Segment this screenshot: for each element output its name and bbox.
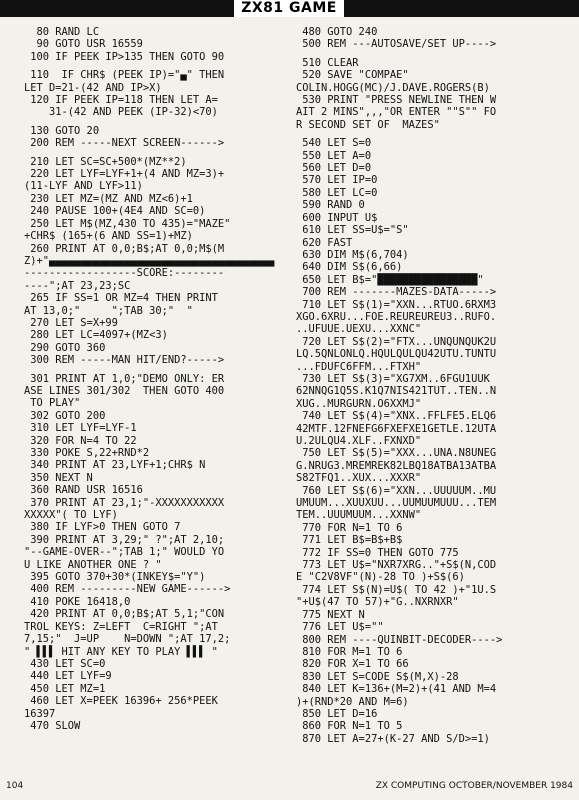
listing-line: 860 FOR N=1 TO 5 [296, 720, 403, 733]
listing-line: 870 LET A=27+(K-27 AND S/D>=1) [296, 732, 490, 745]
listing-line: " ▌▌▌ HIT ANY KEY TO PLAY ▌▌▌ " [24, 645, 218, 658]
listing-line: 775 NEXT N [296, 608, 365, 621]
listing-line: 771 LET B$=B$+B$ [296, 534, 403, 547]
listing-line: 840 LET K=136+(M=2)+(41 AND M=4 [296, 683, 497, 696]
listing-line: 776 LET U$="" [296, 621, 384, 634]
listing-line: 650 LET B$="████████████████" [296, 273, 484, 286]
listing-line: 730 LET S$(3)="XG7XM..6FGU1UUK [296, 372, 490, 385]
listing-line: 480 GOTO 240 [296, 26, 378, 38]
listing-line: TROL KEYS: Z=LEFT C=RIGHT ";AT [24, 620, 218, 633]
listing-line: 400 REM ---------NEW GAME------> [24, 583, 231, 596]
listing-line: UMUUM...XUUXUU...UUMUUMUUU...TEM [296, 497, 497, 510]
listing-line: 540 LET S=0 [296, 137, 372, 150]
listing-line: 610 LET SS=U$="S" [296, 224, 409, 237]
listing-line: 810 FOR M=1 TO 6 [296, 645, 403, 658]
listing-line: 350 NEXT N [24, 471, 93, 484]
listing-line: Z)+"▄▄▄▄▄▄▄▄▄▄▄▄▄▄▄▄▄▄▄▄▄▄▄▄▄▄▄▄▄▄▄▄▄▄▄▄ [24, 254, 275, 267]
listing-line: U LIKE ANOTHER ONE ? " [24, 558, 162, 571]
page-footer [0, 775, 579, 795]
listing-column-right [296, 26, 579, 745]
listing-line: 470 SLOW [24, 719, 81, 732]
listing-line: 800 REM ----QUINBIT-DECODER----> [296, 633, 503, 646]
listing-line: TO PLAY" [24, 397, 81, 410]
listing-line: 250 LET M$(MZ,430 TO 435)="MAZE" [24, 217, 231, 230]
listing-line: 710 LET S$(1)="XXN...RTUO.6RXM3 [296, 298, 497, 311]
listing-line: 280 LET LC=4097+(MZ<3) [24, 329, 168, 342]
listing-line: 230 LET MZ=(MZ AND MZ<6)+1 [24, 192, 193, 205]
listing-line: 700 REM -------MAZES-DATA-----> [296, 286, 497, 299]
listing-line: 430 LET SC=0 [24, 657, 106, 670]
listing-line: 440 LET LYF=9 [24, 670, 112, 683]
page-title: ZX81 GAME [234, 0, 344, 17]
listing-line: 290 GOTO 360 [24, 341, 106, 354]
listing-line: 31-(42 AND PEEK (IP-32)<70) [24, 106, 218, 119]
listing-line: LET D=21-(42 AND IP>X) [24, 81, 162, 94]
listing-line: AIT 2 MINS",,,"OR ENTER ""S"" FO [296, 106, 497, 119]
listing-line: TEM..UUUMUUM...XXNW" [296, 509, 422, 522]
listing-line: 450 LET MZ=1 [24, 682, 106, 695]
listing-line: 760 LET S$(6)="XXN...UUUUUM..MU [296, 484, 497, 497]
listing-line: )+(RND*20 AND M=6) [296, 695, 409, 708]
listing-line: 550 LET A=0 [296, 149, 372, 162]
listing-line: 390 PRINT AT 3,29;" ?";AT 2,10; [24, 533, 225, 546]
listing-line: 770 FOR N=1 TO 6 [296, 521, 403, 534]
listing-line: AT 13,0;" ";TAB 30;" " [24, 304, 193, 317]
listing-line: ----";AT 23,23;SC [24, 279, 131, 292]
listing-line: 395 GOTO 370+30*(INKEY$="Y") [24, 571, 206, 584]
listing-line: 302 GOTO 200 [24, 409, 106, 422]
listing-line: 42MTF.12FNEFG6FXEFXE1GETLE.12UTA [296, 422, 497, 435]
listing-line: 750 LET S$(5)="XXX...UNA.N8UNEG [296, 447, 497, 460]
listing-line: 630 DIM M$(6,704) [296, 248, 409, 261]
listing-line: 16397 [24, 707, 56, 720]
listing-line: 200 REM -----NEXT SCREEN------> [24, 137, 225, 150]
listing-line: (11-LYF AND LYF>11) [24, 180, 143, 193]
listing-line: 620 FAST [296, 236, 353, 249]
listing-line: 340 PRINT AT 23,LYF+1;CHR$ N [24, 459, 206, 472]
listing-line: ------------------SCORE:-------- [24, 267, 225, 280]
listing-line: 520 SAVE "COMPAE" [296, 69, 409, 82]
listing-line: 570 LET IP=0 [296, 174, 378, 187]
listing-line: 130 GOTO 20 [24, 124, 100, 137]
listing-line: ASE LINES 301/302 THEN GOTO 400 [24, 384, 225, 397]
listing-line: 370 PRINT AT 23,1;"-XXXXXXXXXXX [24, 496, 225, 509]
listing-line: E "C2V8VF"(N)-28 TO )+S$(6) [296, 571, 465, 584]
listing-line: XUG..MURGURN.O6XXMJ" [296, 397, 422, 410]
listing-line: 720 LET S$(2)="FTX...UNQUNQUK2U [296, 335, 497, 348]
listing-line: XGO.6XRU...FOE.REUREUREU3..RUFO. [296, 310, 497, 323]
listing-line: 640 DIM S$(6,66) [296, 261, 403, 274]
listing-line: 460 LET X=PEEK 16396+ 256*PEEK [24, 695, 218, 708]
listing-line: 560 LET D=0 [296, 162, 372, 175]
listing-line: 320 FOR N=4 TO 22 [24, 434, 137, 447]
listing-line: 820 FOR X=1 TO 66 [296, 658, 409, 671]
listing-line: 301 PRINT AT 1,0;"DEMO ONLY: ER [24, 372, 225, 385]
listing-line: 310 LET LYF=LYF-1 [24, 422, 137, 435]
listing-line: 270 LET S=X+99 [24, 316, 118, 329]
listing-line: 740 LET S$(4)="XNX..FFLFE5.ELQ6 [296, 410, 497, 423]
listing-line: +CHR$ (165+(6 AND SS=1)+MZ) [24, 230, 193, 243]
listing-line: 850 LET D=16 [296, 707, 378, 720]
listing-line: "+U$(47 TO 57)+"G..NXRNXR" [296, 596, 459, 609]
listing-line: 773 LET U$="NXR7XRG.."+S$(N,COD [296, 559, 497, 572]
listing-line: R SECOND SET OF MAZES" [296, 118, 440, 131]
listing-line: U.2ULQU4.XLF..FXNXD" [296, 435, 422, 447]
listing-line: 500 REM ---AUTOSAVE/SET UP----> [296, 38, 497, 51]
listing-line: S82TFQ1..XUX...XXXR" [296, 472, 422, 485]
page-number: 104 [6, 781, 24, 791]
listing-line: 530 PRINT "PRESS NEWLINE THEN W [296, 94, 497, 107]
listing-line: 774 LET S$(N)=U$( TO 42 )+"1U.S [296, 583, 497, 596]
magazine-credit: ZX COMPUTING OCTOBER/NOVEMBER 1984 [375, 781, 573, 791]
listing-line: COLIN.HOGG(MC)/J.DAVE.ROGERS(B) [296, 81, 490, 94]
listing-line: 265 IF SS=1 OR MZ=4 THEN PRINT [24, 292, 218, 305]
listing-line: 210 LET SC=SC+500*(MZ**2) [24, 155, 187, 168]
listing-line: 80 RAND LC [24, 26, 100, 38]
listing-line: LQ.5QNLONLQ.HQULQULQU42UTU.TUNTU [296, 348, 497, 361]
listing-line: 580 LET LC=0 [296, 186, 378, 199]
listing-line: 240 PAUSE 100+(4E4 AND SC=0) [24, 205, 206, 218]
listing-line: 120 IF PEEK IP=118 THEN LET A= [24, 94, 218, 107]
listing-line: 830 LET S=CODE S$(M,X)-28 [296, 670, 459, 683]
listing-line: 360 RAND USR 16516 [24, 484, 143, 497]
listing-line: 510 CLEAR [296, 56, 359, 69]
listing-line: 7,15;" J=UP N=DOWN ";AT 17,2; [24, 633, 231, 646]
listing-line: 600 INPUT U$ [296, 211, 378, 224]
listing-line: XXXXX"( TO LYF) [24, 509, 118, 522]
listing-line: 90 GOTO USR 16559 [24, 38, 143, 51]
listing-line: 380 IF LYF>0 THEN GOTO 7 [24, 521, 181, 534]
listing-line: 220 LET LYF=LYF+1+(4 AND MZ=3)+ [24, 168, 225, 181]
listing-line: 772 IF SS=0 THEN GOTO 775 [296, 546, 459, 559]
listing-line: 410 POKE 16418,0 [24, 595, 131, 608]
listing-column-left [24, 26, 286, 732]
listing-line: 330 POKE S,22+RND*2 [24, 447, 150, 459]
listing-line: 62NNQG1Q5S.K1Q7NIS421TUT..TEN..N [296, 385, 497, 398]
listing-line: 420 PRINT AT 0,0;B$;AT 5,1;"CON [24, 608, 225, 621]
listing-line: "--GAME-OVER--";TAB 1;" WOULD YO [24, 546, 225, 559]
listing-line: 260 PRINT AT 0,0;B$;AT 0,0;M$(M [24, 242, 225, 255]
listing-line: 590 RAND 0 [296, 199, 365, 212]
listing-line: 110 IF CHR$ (PEEK IP)="▄" THEN [24, 69, 225, 82]
listing-line: 100 IF PEEK IP>135 THEN GOTO 90 [24, 50, 225, 63]
listing-line: G.NRUG3.MREMREK82LBQ18ATBA13ATBA [296, 459, 497, 472]
listing-line: ...FDUFC6FFM...FTXH" [296, 360, 422, 373]
listing-line: 300 REM -----MAN HIT/END?-----> [24, 354, 225, 367]
listing-line: ..UFUUE.UEXU...XXNC" [296, 323, 422, 336]
